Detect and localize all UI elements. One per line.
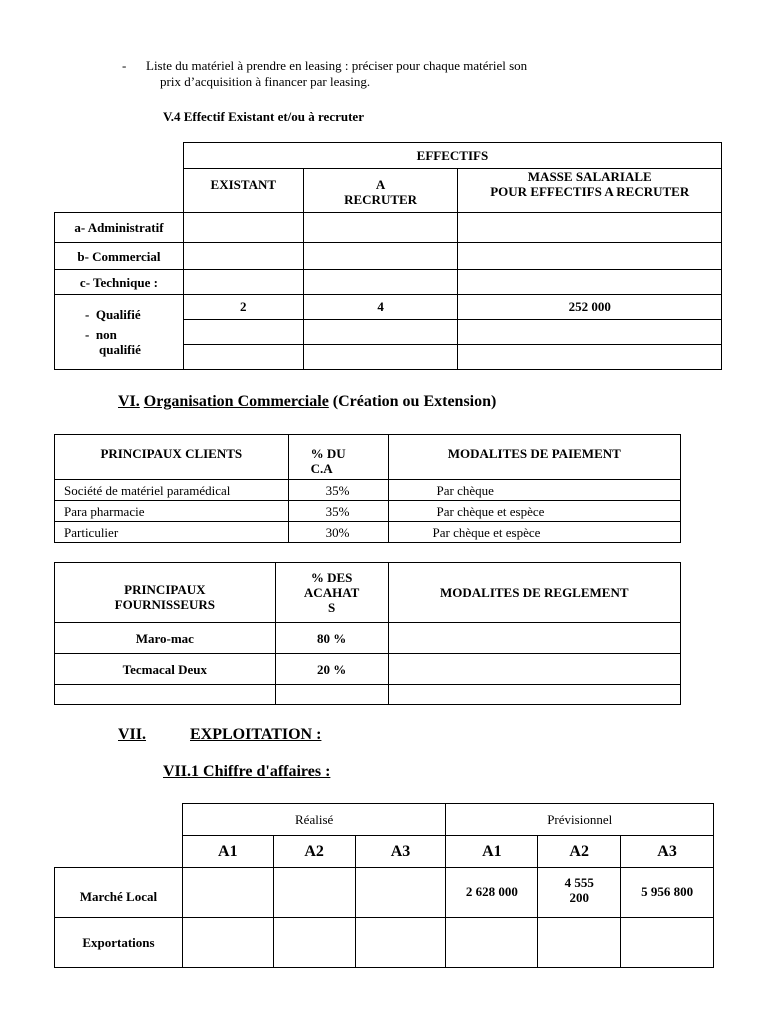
header-pct-achats-2: ACAHAT bbox=[303, 585, 360, 600]
header-pct-ca bbox=[288, 435, 388, 480]
row-non-qualifie-2: qualifié bbox=[99, 342, 141, 357]
empty-corner bbox=[55, 804, 183, 836]
row-qualifie: Qualifié bbox=[95, 307, 141, 322]
header-recruter-line1: A bbox=[375, 177, 386, 192]
header-principaux-clients: PRINCIPAUX CLIENTS bbox=[55, 435, 289, 480]
header-masse bbox=[458, 169, 722, 213]
fournisseur-name: Tecmacal Deux bbox=[55, 654, 276, 685]
qualifie-recruter: 4 bbox=[303, 295, 458, 320]
chiffre-affaires-table bbox=[54, 803, 714, 968]
section-vi-title-underlined: Organisation Commerciale bbox=[143, 393, 329, 410]
empty-corner bbox=[55, 143, 184, 169]
qualifie-existant: 2 bbox=[183, 295, 303, 320]
qualifie-dash: - bbox=[85, 307, 90, 322]
year-header: A1 bbox=[446, 836, 538, 868]
client-pct: 35% bbox=[288, 501, 388, 522]
header-pct-achats-3: S bbox=[327, 600, 336, 615]
row-commercial: b- Commercial bbox=[55, 243, 184, 270]
local-prev-a2-2: 200 bbox=[569, 890, 589, 905]
row-technique: c- Technique : bbox=[55, 270, 184, 295]
clients-table bbox=[54, 434, 681, 543]
intro-line-2: prix d’acquisition à financer par leasing. bbox=[160, 74, 371, 89]
client-name: Particulier bbox=[55, 522, 289, 543]
section-vii-title: EXPLOITATION : bbox=[190, 726, 322, 743]
header-pct-achats bbox=[275, 563, 388, 623]
client-pct: 30% bbox=[288, 522, 388, 543]
year-header: A3 bbox=[355, 836, 446, 868]
header-masse-line1: MASSE SALARIALE bbox=[527, 169, 652, 184]
header-masse-line2: POUR EFFECTIFS A RECRUTER bbox=[490, 184, 690, 199]
local-prev-a1: 2 628 000 bbox=[446, 868, 538, 918]
header-recruter bbox=[303, 169, 458, 213]
empty-corner-2 bbox=[55, 836, 183, 868]
local-prev-a2 bbox=[538, 868, 621, 918]
header-fournisseurs-1: PRINCIPAUX bbox=[124, 581, 206, 597]
bullet-dash: - bbox=[122, 58, 127, 73]
section-vi-title bbox=[118, 392, 496, 411]
fournisseur-pct: 20 % bbox=[275, 654, 388, 685]
header-modalites-paiement: MODALITES DE PAIEMENT bbox=[388, 435, 681, 480]
section-v4-title: V.4 Effectif Existant et/ou à recruter bbox=[163, 109, 364, 124]
year-header: A2 bbox=[538, 836, 621, 868]
header-recruter-line2: RECRUTER bbox=[344, 192, 418, 207]
header-pct-achats-1: % DES bbox=[310, 570, 353, 585]
header-effectifs: EFFECTIFS bbox=[183, 143, 721, 169]
row-exportations: Exportations bbox=[55, 918, 183, 968]
section-vi-num: VI. bbox=[118, 393, 140, 410]
effectifs-table bbox=[54, 142, 722, 370]
client-mode: Par chèque et espèce bbox=[388, 522, 681, 543]
header-pct-ca-1: % DU bbox=[310, 446, 346, 461]
year-header: A1 bbox=[182, 836, 273, 868]
fournisseurs-table bbox=[54, 562, 681, 705]
header-principaux-fournisseurs bbox=[55, 563, 276, 623]
header-realise: Réalisé bbox=[182, 804, 446, 836]
fournisseur-pct: 80 % bbox=[275, 623, 388, 654]
client-pct: 35% bbox=[288, 480, 388, 501]
client-mode: Par chèque et espèce bbox=[388, 501, 681, 522]
local-prev-a2-1: 4 555 bbox=[564, 875, 594, 890]
intro-line-1: Liste du matériel à prendre en leasing : préciser pour chaque matériel son bbox=[146, 58, 528, 73]
section-vi-title-rest: (Création ou Extension) bbox=[328, 393, 497, 410]
header-fournisseurs-2: FOURNISSEURS bbox=[114, 596, 216, 612]
header-previsionnel: Prévisionnel bbox=[446, 804, 714, 836]
fournisseur-name: Maro-mac bbox=[55, 623, 276, 654]
section-vii1-title: VII.1 Chiffre d'affaires : bbox=[163, 763, 331, 780]
client-name: Para pharmacie bbox=[55, 501, 289, 522]
row-marche-local: Marché Local bbox=[55, 868, 183, 918]
section-vii-num: VII. bbox=[118, 726, 147, 743]
header-pct-ca-2: C.A bbox=[310, 461, 333, 476]
client-name: Société de matériel paramédical bbox=[55, 480, 289, 501]
empty-corner-2 bbox=[55, 169, 184, 213]
header-modalites-reglement: MODALITES DE REGLEMENT bbox=[388, 563, 680, 623]
non-qualifie-dash: - bbox=[85, 327, 90, 342]
header-existant: EXISTANT bbox=[183, 169, 303, 213]
year-header: A2 bbox=[273, 836, 355, 868]
local-prev-a3: 5 956 800 bbox=[621, 868, 714, 918]
qualifie-masse: 252 000 bbox=[458, 295, 722, 320]
row-non-qualifie-1: non bbox=[95, 327, 117, 342]
client-mode: Par chèque bbox=[388, 480, 681, 501]
year-header: A3 bbox=[621, 836, 714, 868]
row-administratif: a- Administratif bbox=[55, 213, 184, 243]
qualif-cell bbox=[55, 295, 184, 370]
